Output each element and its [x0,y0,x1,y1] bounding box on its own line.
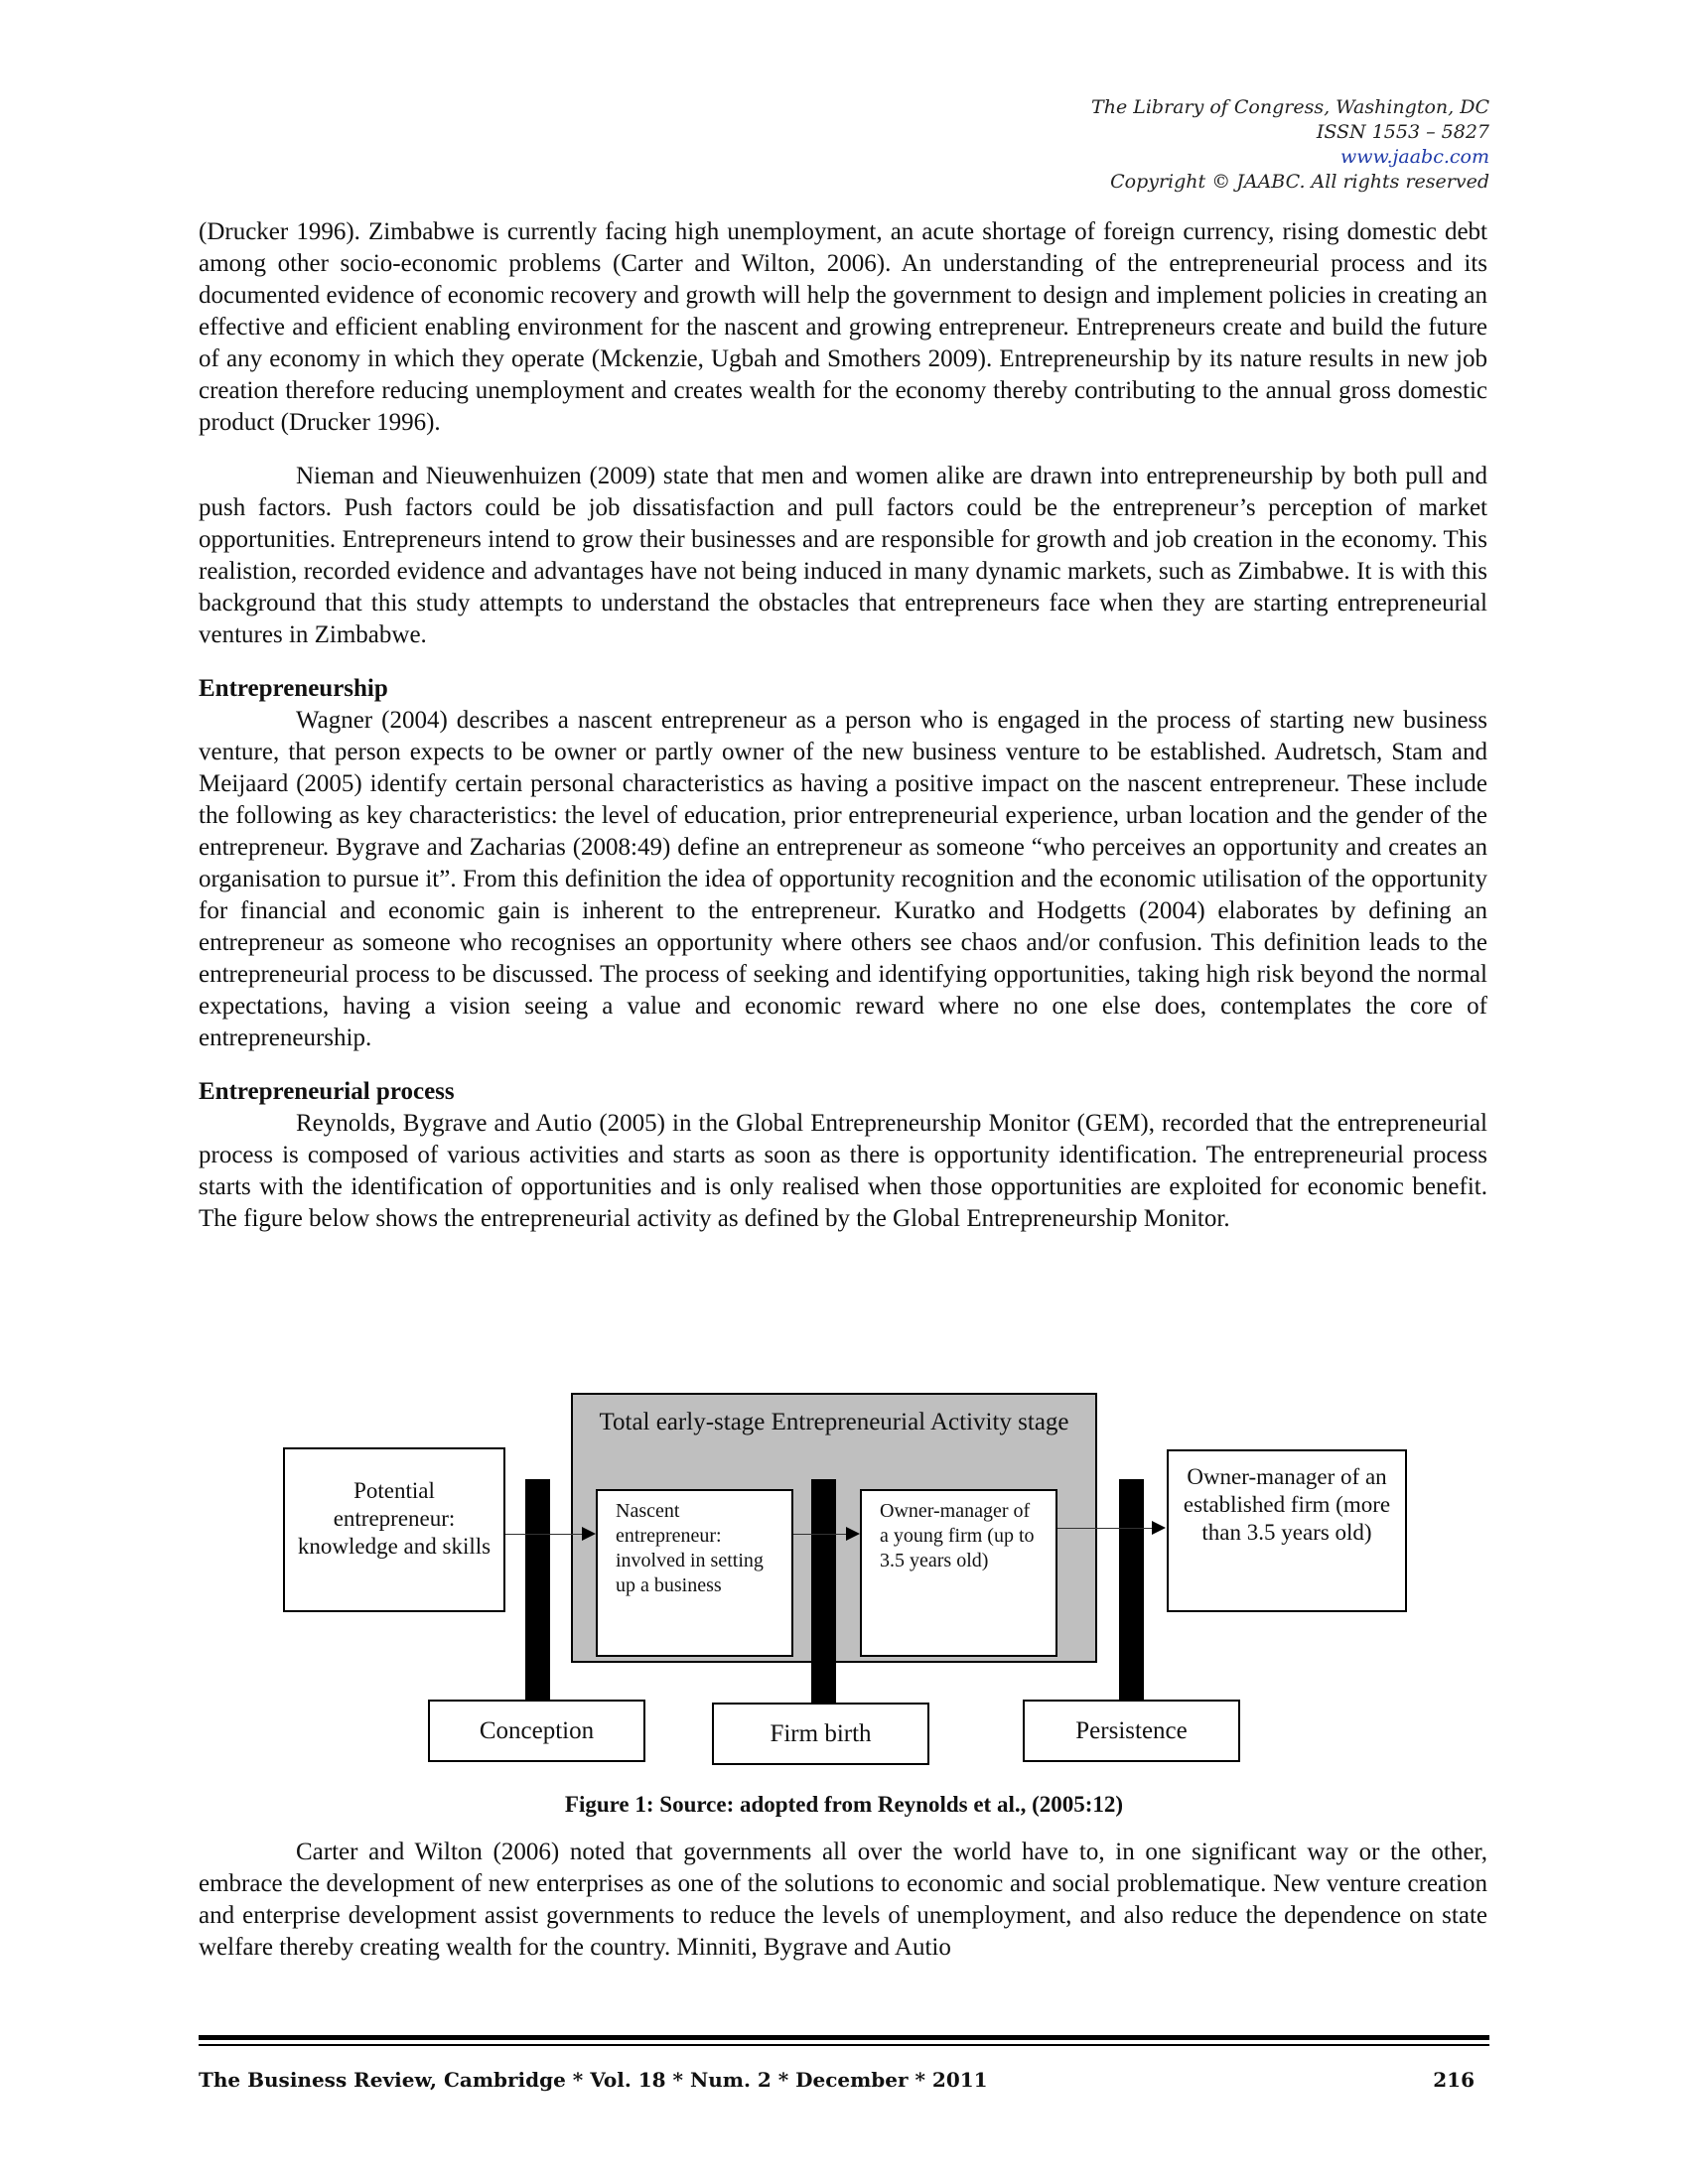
header-website-link[interactable]: www.jaabc.com [1339,146,1489,168]
young-firm-box [860,1489,1057,1657]
arrowhead-icon [846,1527,860,1541]
figure-caption: Figure 1: Source: adopted from Reynolds et al., (2005:12) [564,1792,1124,1817]
conception-label: Conception [479,1717,595,1744]
running-header [1091,95,1489,195]
arrowhead-icon [582,1527,596,1541]
potential-entrepreneur-label: Potential entrepreneur: knowledge and skills [297,1478,492,1559]
header-issn: ISSN 1553 – 5827 [1316,121,1489,143]
conception-label-box [428,1700,645,1762]
paragraph-carter-wilton: Carter and Wilton (2006) noted that governments all over the world have to, in one significant way or the other, embrace the development of new enterprises as one of the solutions to economic and social problematique. New venture creation and enterprise development assist governments to reduce the levels of unemployment, and also reduce the dependence on state welfare thereby creating wealth for the country. Minniti, Bygrave and Autio [199,1839,1487,1961]
section-heading-entrepreneurial-process: Entrepreneurial process [199,1078,455,1105]
header-publisher: The Library of Congress, Washington, DC [1091,96,1489,118]
tea-stage-title: Total early-stage Entrepreneurial Activity stage [599,1409,1069,1435]
established-firm-label: Owner-manager of an established firm (more than 3.5 years old) [1183,1464,1391,1545]
running-footer [199,2068,1489,2092]
arrowhead-icon [1152,1521,1166,1535]
potential-entrepreneur-box [283,1447,505,1612]
nascent-entrepreneur-box [596,1489,793,1657]
arrow-to-young-firm [793,1534,847,1535]
young-firm-label: Owner-manager of a young firm (up to 3.5 years old) [880,1500,1035,1571]
figure-entrepreneurial-process-diagram [199,1385,1489,1782]
paragraph-nieman: Nieman and Nieuwenhuizen (2009) state that men and women alike are drawn into entrepreneurship by both pull and push factors. Push factors could be job dissatisfaction and pull factors could be the entrepreneur’s perception of market opportunities. Entrepreneurs intend to grow their businesses and are responsible for growth and job creation in the economy. This realistion, recorded evidence and advantages have not being induced in many dynamic markets, such as Zimbabwe. It is with this background that this study attempts to understand the obstacles that entrepreneurs face when they are starting entrepreneurial ventures in Zimbabwe. [199,463,1487,648]
lower-body-text [199,1837,1487,1964]
arrow-to-established [1057,1528,1153,1529]
upper-body-text [199,216,1487,1235]
section-heading-entrepreneurship: Entrepreneurship [199,675,388,702]
footer-rule-thin [199,2044,1489,2046]
footer-rule-thick [199,2035,1489,2040]
firm-birth-label: Firm birth [770,1720,872,1747]
persistence-label-box [1023,1700,1240,1762]
established-firm-box [1167,1449,1407,1612]
header-copyright: Copyright © JAABC. All rights reserved [1110,171,1489,193]
paragraph-reynolds: Reynolds, Bygrave and Autio (2005) in the Global Entrepreneurship Monitor (GEM), recorded that the entrepreneurial process is composed of various activities and starts as soon as there is opportunity identification. The entrepreneurial process starts with the identification of opportunities and is only realised when those opportunities are exploited for economic benefit. The figure below shows the entrepreneurial activity as defined by the Global Entrepreneurship Monitor. [199,1110,1487,1232]
persistence-label: Persistence [1075,1717,1188,1744]
paragraph-wagner: Wagner (2004) describes a nascent entrepreneur as a person who is engaged in the process of starting new business venture, that person expects to be owner or partly owner of the new business venture to be established. Audretsch, Stam and Meijaard (2005) identify certain personal characteristics as having a positive impact on the nascent entrepreneur. These include the following as key characteristics: the level of education, prior entrepreneurial experience, urban location and the gender of the entrepreneur. Bygrave and Zacharias (2008:49) define an entrepreneur as someone “who perceives an opportunity and creates an organisation to pursue it”. From this definition the idea of opportunity recognition and the economic utilisation of the opportunity for financial and economic gain is inherent to the entrepreneur. Kuratko and Hodgetts (2004) elaborates by defining an entrepreneur as someone who recognises an opportunity where others see chaos and/or confusion. This definition leads to the entrepreneurial process to be discussed. The process of seeking and identifying opportunities, taking high risk beyond the normal expectations, having a vision seeing a value and economic reward where no one else does, contemplates the core of entrepreneurship. [199,707,1487,1051]
paragraph-drucker: (Drucker 1996). Zimbabwe is currently facing high unemployment, an acute shortage of foreign currency, rising domestic debt among other socio-economic problems (Carter and Wilton, 2006). An understanding of the entrepreneurial process and its documented evidence of economic recovery and growth will help the government to design and implement policies in creating an effective and efficient enabling environment for the nascent and growing entrepreneur. Entrepreneurs create and build the future of any economy in which they operate (Mckenzie, Ugbah and Smothers 2009). Entrepreneurship by its nature results in new job creation therefore reducing unemployment and creates wealth for the economy thereby contributing to the annual gross domestic product (Drucker 1996). [199,218,1487,436]
page-number: 216 [1433,2068,1475,2092]
nascent-entrepreneur-label: Nascent entrepreneur: involved in setting up a business [616,1500,764,1596]
arrow-to-nascent [505,1534,583,1535]
footer-journal: The Business Review, Cambridge * Vol. 18 * Num. 2 * December * 2011 [199,2068,988,2092]
firm-birth-label-box [712,1703,929,1765]
